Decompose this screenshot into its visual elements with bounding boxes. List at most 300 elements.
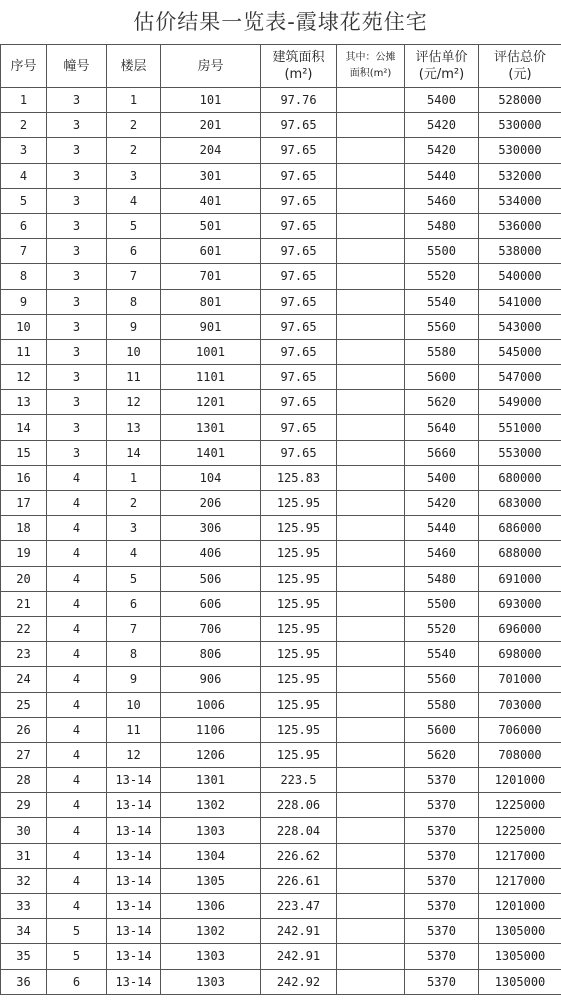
cell-unit-price: 5400 <box>405 465 479 490</box>
cell-serial: 7 <box>1 239 47 264</box>
table-row <box>1 88 561 113</box>
cell-room: 406 <box>161 541 261 566</box>
cell-floor: 13-14 <box>107 969 161 994</box>
cell-room: 1006 <box>161 692 261 717</box>
cell-floor: 4 <box>107 188 161 213</box>
cell-building: 4 <box>47 491 107 516</box>
cell-room: 501 <box>161 213 261 238</box>
cell-total-price: 1305000 <box>479 919 561 944</box>
cell-building: 3 <box>47 188 107 213</box>
cell-room: 306 <box>161 516 261 541</box>
cell-total-price: 1305000 <box>479 944 561 969</box>
table-row <box>1 894 561 919</box>
cell-serial: 13 <box>1 390 47 415</box>
cell-building: 4 <box>47 516 107 541</box>
cell-area: 97.65 <box>261 213 337 238</box>
cell-shared-area <box>337 289 405 314</box>
cell-total-price: 698000 <box>479 642 561 667</box>
header-area: 建筑面积 (m²) <box>261 45 337 88</box>
cell-total-price: 549000 <box>479 390 561 415</box>
table-row <box>1 213 561 238</box>
cell-area: 223.47 <box>261 894 337 919</box>
cell-shared-area <box>337 163 405 188</box>
cell-unit-price: 5500 <box>405 591 479 616</box>
cell-total-price: 540000 <box>479 264 561 289</box>
cell-floor: 12 <box>107 742 161 767</box>
table-body <box>1 88 561 995</box>
cell-area: 97.65 <box>261 264 337 289</box>
cell-area: 97.65 <box>261 365 337 390</box>
cell-unit-price: 5540 <box>405 289 479 314</box>
cell-unit-price: 5580 <box>405 339 479 364</box>
cell-unit-price: 5560 <box>405 667 479 692</box>
cell-building: 4 <box>47 793 107 818</box>
cell-serial: 22 <box>1 616 47 641</box>
cell-shared-area <box>337 491 405 516</box>
header-shared-area: 其中：公摊 面积(m²) <box>337 45 405 88</box>
table-row <box>1 314 561 339</box>
cell-shared-area <box>337 138 405 163</box>
cell-shared-area <box>337 264 405 289</box>
cell-room: 801 <box>161 289 261 314</box>
cell-shared-area <box>337 919 405 944</box>
table-row <box>1 919 561 944</box>
cell-building: 4 <box>47 591 107 616</box>
cell-unit-price: 5620 <box>405 390 479 415</box>
cell-shared-area <box>337 88 405 113</box>
cell-building: 4 <box>47 692 107 717</box>
cell-total-price: 545000 <box>479 339 561 364</box>
cell-serial: 11 <box>1 339 47 364</box>
cell-floor: 10 <box>107 692 161 717</box>
table-row <box>1 239 561 264</box>
cell-total-price: 536000 <box>479 213 561 238</box>
table-row <box>1 868 561 893</box>
cell-room: 901 <box>161 314 261 339</box>
cell-serial: 35 <box>1 944 47 969</box>
cell-floor: 7 <box>107 264 161 289</box>
cell-building: 3 <box>47 88 107 113</box>
cell-total-price: 691000 <box>479 566 561 591</box>
cell-shared-area <box>337 642 405 667</box>
cell-unit-price: 5660 <box>405 440 479 465</box>
cell-serial: 9 <box>1 289 47 314</box>
cell-shared-area <box>337 768 405 793</box>
cell-total-price: 1201000 <box>479 894 561 919</box>
cell-floor: 2 <box>107 491 161 516</box>
table-row <box>1 491 561 516</box>
table-row <box>1 339 561 364</box>
cell-floor: 1 <box>107 465 161 490</box>
cell-building: 3 <box>47 365 107 390</box>
cell-room: 1201 <box>161 390 261 415</box>
cell-room: 506 <box>161 566 261 591</box>
cell-room: 101 <box>161 88 261 113</box>
cell-building: 4 <box>47 742 107 767</box>
cell-shared-area <box>337 742 405 767</box>
cell-room: 906 <box>161 667 261 692</box>
cell-building: 3 <box>47 415 107 440</box>
cell-shared-area <box>337 616 405 641</box>
cell-floor: 10 <box>107 339 161 364</box>
cell-shared-area <box>337 944 405 969</box>
cell-area: 97.65 <box>261 113 337 138</box>
table-row <box>1 516 561 541</box>
table-row <box>1 138 561 163</box>
page-title: 估价结果一览表-霞埭花苑住宅 <box>133 10 428 34</box>
table-row <box>1 843 561 868</box>
cell-room: 104 <box>161 465 261 490</box>
table-row <box>1 289 561 314</box>
cell-building: 3 <box>47 339 107 364</box>
cell-unit-price: 5580 <box>405 692 479 717</box>
cell-room: 1304 <box>161 843 261 868</box>
cell-serial: 24 <box>1 667 47 692</box>
cell-room: 204 <box>161 138 261 163</box>
cell-area: 125.83 <box>261 465 337 490</box>
cell-floor: 8 <box>107 289 161 314</box>
cell-shared-area <box>337 516 405 541</box>
cell-total-price: 703000 <box>479 692 561 717</box>
cell-floor: 13-14 <box>107 818 161 843</box>
cell-shared-area <box>337 314 405 339</box>
cell-serial: 25 <box>1 692 47 717</box>
cell-room: 1001 <box>161 339 261 364</box>
cell-total-price: 538000 <box>479 239 561 264</box>
cell-area: 226.61 <box>261 868 337 893</box>
cell-building: 4 <box>47 465 107 490</box>
cell-floor: 13-14 <box>107 919 161 944</box>
cell-area: 242.91 <box>261 919 337 944</box>
cell-building: 3 <box>47 163 107 188</box>
cell-unit-price: 5420 <box>405 113 479 138</box>
cell-floor: 11 <box>107 365 161 390</box>
cell-total-price: 1225000 <box>479 818 561 843</box>
table-row <box>1 541 561 566</box>
cell-floor: 7 <box>107 616 161 641</box>
cell-floor: 5 <box>107 566 161 591</box>
table-row <box>1 113 561 138</box>
table-row <box>1 163 561 188</box>
cell-area: 97.65 <box>261 390 337 415</box>
cell-total-price: 1225000 <box>479 793 561 818</box>
table-row <box>1 768 561 793</box>
cell-serial: 20 <box>1 566 47 591</box>
table-row <box>1 742 561 767</box>
cell-unit-price: 5370 <box>405 818 479 843</box>
cell-unit-price: 5370 <box>405 793 479 818</box>
cell-serial: 21 <box>1 591 47 616</box>
table-row <box>1 692 561 717</box>
cell-total-price: 701000 <box>479 667 561 692</box>
cell-total-price: 696000 <box>479 616 561 641</box>
cell-unit-price: 5370 <box>405 868 479 893</box>
cell-total-price: 688000 <box>479 541 561 566</box>
cell-unit-price: 5370 <box>405 768 479 793</box>
cell-serial: 2 <box>1 113 47 138</box>
table-row <box>1 793 561 818</box>
cell-floor: 6 <box>107 591 161 616</box>
cell-unit-price: 5370 <box>405 894 479 919</box>
table-row <box>1 566 561 591</box>
cell-unit-price: 5600 <box>405 717 479 742</box>
cell-area: 125.95 <box>261 491 337 516</box>
cell-building: 4 <box>47 768 107 793</box>
table-row <box>1 365 561 390</box>
cell-serial: 26 <box>1 717 47 742</box>
cell-building: 3 <box>47 314 107 339</box>
cell-room: 1303 <box>161 969 261 994</box>
cell-room: 1301 <box>161 415 261 440</box>
cell-building: 3 <box>47 440 107 465</box>
cell-room: 1305 <box>161 868 261 893</box>
cell-serial: 29 <box>1 793 47 818</box>
cell-area: 223.5 <box>261 768 337 793</box>
cell-unit-price: 5420 <box>405 138 479 163</box>
cell-room: 701 <box>161 264 261 289</box>
cell-unit-price: 5600 <box>405 365 479 390</box>
cell-total-price: 680000 <box>479 465 561 490</box>
cell-unit-price: 5520 <box>405 264 479 289</box>
cell-total-price: 708000 <box>479 742 561 767</box>
cell-area: 125.95 <box>261 692 337 717</box>
cell-area: 97.65 <box>261 239 337 264</box>
cell-total-price: 1201000 <box>479 768 561 793</box>
cell-shared-area <box>337 591 405 616</box>
cell-room: 201 <box>161 113 261 138</box>
cell-shared-area <box>337 818 405 843</box>
table-row <box>1 642 561 667</box>
cell-total-price: 532000 <box>479 163 561 188</box>
cell-area: 125.95 <box>261 516 337 541</box>
cell-room: 706 <box>161 616 261 641</box>
table-row <box>1 667 561 692</box>
cell-shared-area <box>337 541 405 566</box>
cell-serial: 23 <box>1 642 47 667</box>
cell-unit-price: 5400 <box>405 88 479 113</box>
cell-total-price: 686000 <box>479 516 561 541</box>
cell-building: 3 <box>47 213 107 238</box>
cell-area: 97.65 <box>261 163 337 188</box>
cell-room: 1401 <box>161 440 261 465</box>
table-row <box>1 818 561 843</box>
cell-shared-area <box>337 894 405 919</box>
cell-building: 4 <box>47 843 107 868</box>
cell-room: 401 <box>161 188 261 213</box>
cell-floor: 4 <box>107 541 161 566</box>
cell-room: 1302 <box>161 793 261 818</box>
cell-unit-price: 5440 <box>405 516 479 541</box>
cell-room: 806 <box>161 642 261 667</box>
cell-unit-price: 5640 <box>405 415 479 440</box>
cell-floor: 13-14 <box>107 843 161 868</box>
cell-area: 242.91 <box>261 944 337 969</box>
cell-unit-price: 5500 <box>405 239 479 264</box>
cell-serial: 5 <box>1 188 47 213</box>
table-row <box>1 969 561 994</box>
table-row <box>1 415 561 440</box>
cell-serial: 3 <box>1 138 47 163</box>
cell-serial: 19 <box>1 541 47 566</box>
cell-area: 226.62 <box>261 843 337 868</box>
cell-floor: 13-14 <box>107 894 161 919</box>
cell-floor: 12 <box>107 390 161 415</box>
cell-floor: 3 <box>107 163 161 188</box>
cell-area: 97.65 <box>261 314 337 339</box>
cell-area: 242.92 <box>261 969 337 994</box>
cell-room: 1303 <box>161 818 261 843</box>
cell-total-price: 541000 <box>479 289 561 314</box>
cell-serial: 14 <box>1 415 47 440</box>
cell-total-price: 1217000 <box>479 868 561 893</box>
cell-floor: 14 <box>107 440 161 465</box>
cell-building: 3 <box>47 113 107 138</box>
cell-area: 97.76 <box>261 88 337 113</box>
table-row <box>1 465 561 490</box>
cell-serial: 30 <box>1 818 47 843</box>
cell-total-price: 530000 <box>479 113 561 138</box>
cell-unit-price: 5560 <box>405 314 479 339</box>
cell-floor: 1 <box>107 88 161 113</box>
cell-shared-area <box>337 365 405 390</box>
header-unit-price: 评估单价 (元/m²) <box>405 45 479 88</box>
cell-building: 6 <box>47 969 107 994</box>
cell-shared-area <box>337 339 405 364</box>
cell-shared-area <box>337 793 405 818</box>
cell-serial: 4 <box>1 163 47 188</box>
valuation-table <box>0 44 561 995</box>
cell-building: 4 <box>47 717 107 742</box>
cell-serial: 34 <box>1 919 47 944</box>
cell-total-price: 551000 <box>479 415 561 440</box>
cell-area: 97.65 <box>261 415 337 440</box>
cell-building: 4 <box>47 818 107 843</box>
cell-unit-price: 5370 <box>405 919 479 944</box>
cell-area: 125.95 <box>261 566 337 591</box>
cell-room: 1206 <box>161 742 261 767</box>
cell-area: 125.95 <box>261 591 337 616</box>
cell-area: 228.06 <box>261 793 337 818</box>
header-serial: 序号 <box>1 45 47 88</box>
cell-area: 97.65 <box>261 440 337 465</box>
table-row <box>1 390 561 415</box>
cell-area: 228.04 <box>261 818 337 843</box>
cell-room: 1106 <box>161 717 261 742</box>
cell-unit-price: 5460 <box>405 541 479 566</box>
cell-shared-area <box>337 465 405 490</box>
cell-total-price: 693000 <box>479 591 561 616</box>
cell-serial: 12 <box>1 365 47 390</box>
cell-floor: 3 <box>107 516 161 541</box>
cell-room: 606 <box>161 591 261 616</box>
cell-shared-area <box>337 566 405 591</box>
cell-area: 125.95 <box>261 742 337 767</box>
cell-building: 5 <box>47 944 107 969</box>
cell-unit-price: 5460 <box>405 188 479 213</box>
cell-total-price: 543000 <box>479 314 561 339</box>
cell-total-price: 1217000 <box>479 843 561 868</box>
cell-serial: 10 <box>1 314 47 339</box>
cell-building: 4 <box>47 616 107 641</box>
cell-room: 1302 <box>161 919 261 944</box>
cell-building: 4 <box>47 667 107 692</box>
cell-area: 125.95 <box>261 667 337 692</box>
table-header-row <box>1 45 561 88</box>
cell-building: 5 <box>47 919 107 944</box>
cell-room: 1303 <box>161 944 261 969</box>
cell-room: 206 <box>161 491 261 516</box>
cell-floor: 13-14 <box>107 868 161 893</box>
cell-area: 125.95 <box>261 717 337 742</box>
cell-room: 601 <box>161 239 261 264</box>
cell-room: 301 <box>161 163 261 188</box>
cell-area: 97.65 <box>261 138 337 163</box>
cell-building: 4 <box>47 642 107 667</box>
cell-serial: 17 <box>1 491 47 516</box>
table-row <box>1 188 561 213</box>
cell-building: 3 <box>47 289 107 314</box>
cell-shared-area <box>337 868 405 893</box>
header-floor: 楼层 <box>107 45 161 88</box>
cell-serial: 15 <box>1 440 47 465</box>
cell-floor: 9 <box>107 314 161 339</box>
table-row <box>1 591 561 616</box>
cell-shared-area <box>337 692 405 717</box>
cell-total-price: 553000 <box>479 440 561 465</box>
cell-serial: 31 <box>1 843 47 868</box>
cell-building: 3 <box>47 264 107 289</box>
cell-unit-price: 5620 <box>405 742 479 767</box>
cell-building: 3 <box>47 239 107 264</box>
cell-shared-area <box>337 440 405 465</box>
cell-total-price: 547000 <box>479 365 561 390</box>
cell-building: 4 <box>47 868 107 893</box>
cell-serial: 6 <box>1 213 47 238</box>
cell-shared-area <box>337 113 405 138</box>
table-row <box>1 440 561 465</box>
cell-unit-price: 5440 <box>405 163 479 188</box>
cell-serial: 33 <box>1 894 47 919</box>
cell-floor: 6 <box>107 239 161 264</box>
cell-serial: 32 <box>1 868 47 893</box>
cell-shared-area <box>337 969 405 994</box>
cell-serial: 36 <box>1 969 47 994</box>
cell-area: 97.65 <box>261 289 337 314</box>
cell-floor: 2 <box>107 138 161 163</box>
table-row <box>1 717 561 742</box>
cell-total-price: 1305000 <box>479 969 561 994</box>
cell-unit-price: 5370 <box>405 969 479 994</box>
cell-serial: 1 <box>1 88 47 113</box>
cell-shared-area <box>337 415 405 440</box>
cell-floor: 8 <box>107 642 161 667</box>
cell-area: 97.65 <box>261 188 337 213</box>
cell-unit-price: 5420 <box>405 491 479 516</box>
cell-total-price: 706000 <box>479 717 561 742</box>
cell-unit-price: 5520 <box>405 616 479 641</box>
cell-floor: 13-14 <box>107 793 161 818</box>
cell-building: 4 <box>47 566 107 591</box>
table-row <box>1 264 561 289</box>
cell-floor: 9 <box>107 667 161 692</box>
cell-area: 125.95 <box>261 541 337 566</box>
cell-building: 4 <box>47 894 107 919</box>
cell-unit-price: 5480 <box>405 566 479 591</box>
cell-shared-area <box>337 239 405 264</box>
cell-floor: 11 <box>107 717 161 742</box>
cell-room: 1306 <box>161 894 261 919</box>
cell-area: 125.95 <box>261 642 337 667</box>
